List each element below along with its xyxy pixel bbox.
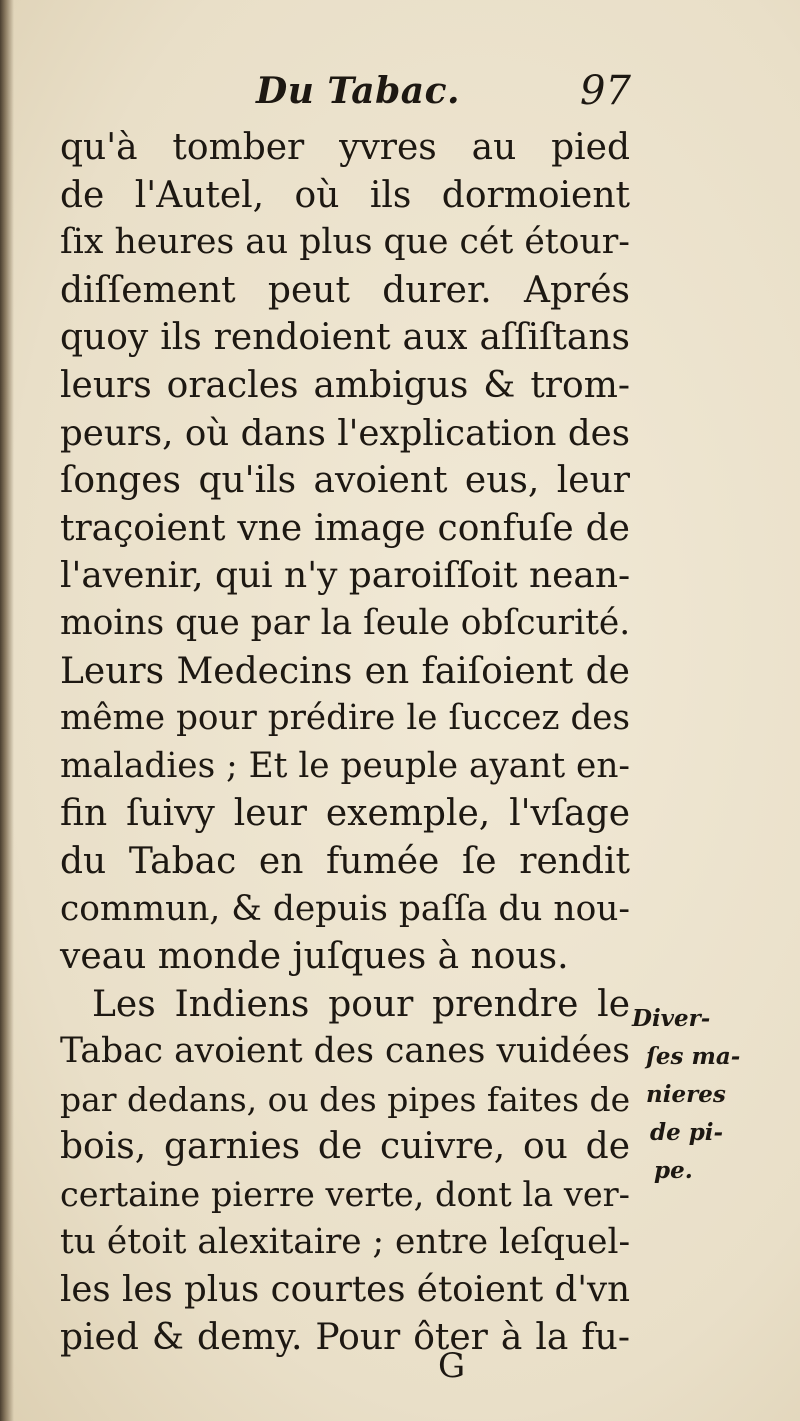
text-line: par dedans, ou des pipes faites de bbox=[60, 1079, 631, 1119]
text-line: Tabac avoient des canes vuidées bbox=[60, 1031, 630, 1072]
text-line: quoy ils rendoient aux aſſiſtans bbox=[60, 317, 630, 359]
text-line: l'avenir, qui n'y paroiſſoit nean- bbox=[60, 555, 631, 597]
margin-note-line: nieres bbox=[646, 1081, 726, 1108]
text-line: moins que par la ſeule obſcurité. bbox=[60, 602, 631, 643]
text-line: diſſement peut durer. Aprés bbox=[60, 269, 630, 311]
running-title: Du Tabac. bbox=[256, 70, 461, 112]
text-line: même pour prédire le ſuccez des bbox=[60, 698, 630, 739]
margin-note-line: de pi- bbox=[650, 1119, 724, 1146]
text-line: bois, garnies de cuivre, ou de bbox=[60, 1126, 630, 1168]
signature-mark: G bbox=[438, 1346, 466, 1386]
text-line: qu'à tomber yvres au pied bbox=[60, 127, 630, 168]
text-line: pied & demy. Pour ôter à la fu- bbox=[60, 1316, 630, 1358]
text-line: ſonges qu'ils avoient eus, leur bbox=[60, 460, 630, 502]
binding-shadow bbox=[0, 0, 14, 1421]
running-head bbox=[60, 66, 630, 116]
text-line: veau monde juſques à nous. bbox=[60, 936, 569, 978]
text-line: maladies ; Et le peuple ayant en- bbox=[60, 745, 630, 786]
margin-note bbox=[606, 1000, 741, 1190]
text-line: les les plus courtes étoient d'vn bbox=[60, 1269, 630, 1311]
text-line: peurs, où dans l'explication des bbox=[60, 412, 630, 454]
text-line: Les Indiens pour prendre le bbox=[92, 983, 630, 1025]
text-line: certaine pierre verte, dont la ver- bbox=[60, 1175, 630, 1215]
text-line: fin ſuivy leur exemple, l'vſage bbox=[60, 793, 630, 835]
text-line: commun, & depuis paſſa du nou- bbox=[60, 888, 630, 929]
margin-note-line: Diver- bbox=[632, 1005, 711, 1032]
margin-note-line: pe. bbox=[654, 1157, 693, 1184]
text-line: ſix heures au plus que cét étour- bbox=[60, 222, 630, 263]
text-line: tu étoit alexitaire ; entre leſquel- bbox=[60, 1221, 631, 1262]
text-line: du Tabac en fumée ſe rendit bbox=[60, 840, 630, 882]
page-number: 97 bbox=[580, 68, 631, 114]
text-line: Leurs Medecins en faiſoient de bbox=[60, 650, 630, 692]
text-line: traçoient vne image confuſe de bbox=[60, 507, 630, 549]
text-line: de l'Autel, où ils dormoient bbox=[60, 174, 630, 216]
body-text bbox=[60, 124, 630, 1361]
margin-note-line: ſes ma- bbox=[646, 1043, 741, 1070]
text-line: leurs oracles ambigus & trom- bbox=[60, 364, 630, 406]
